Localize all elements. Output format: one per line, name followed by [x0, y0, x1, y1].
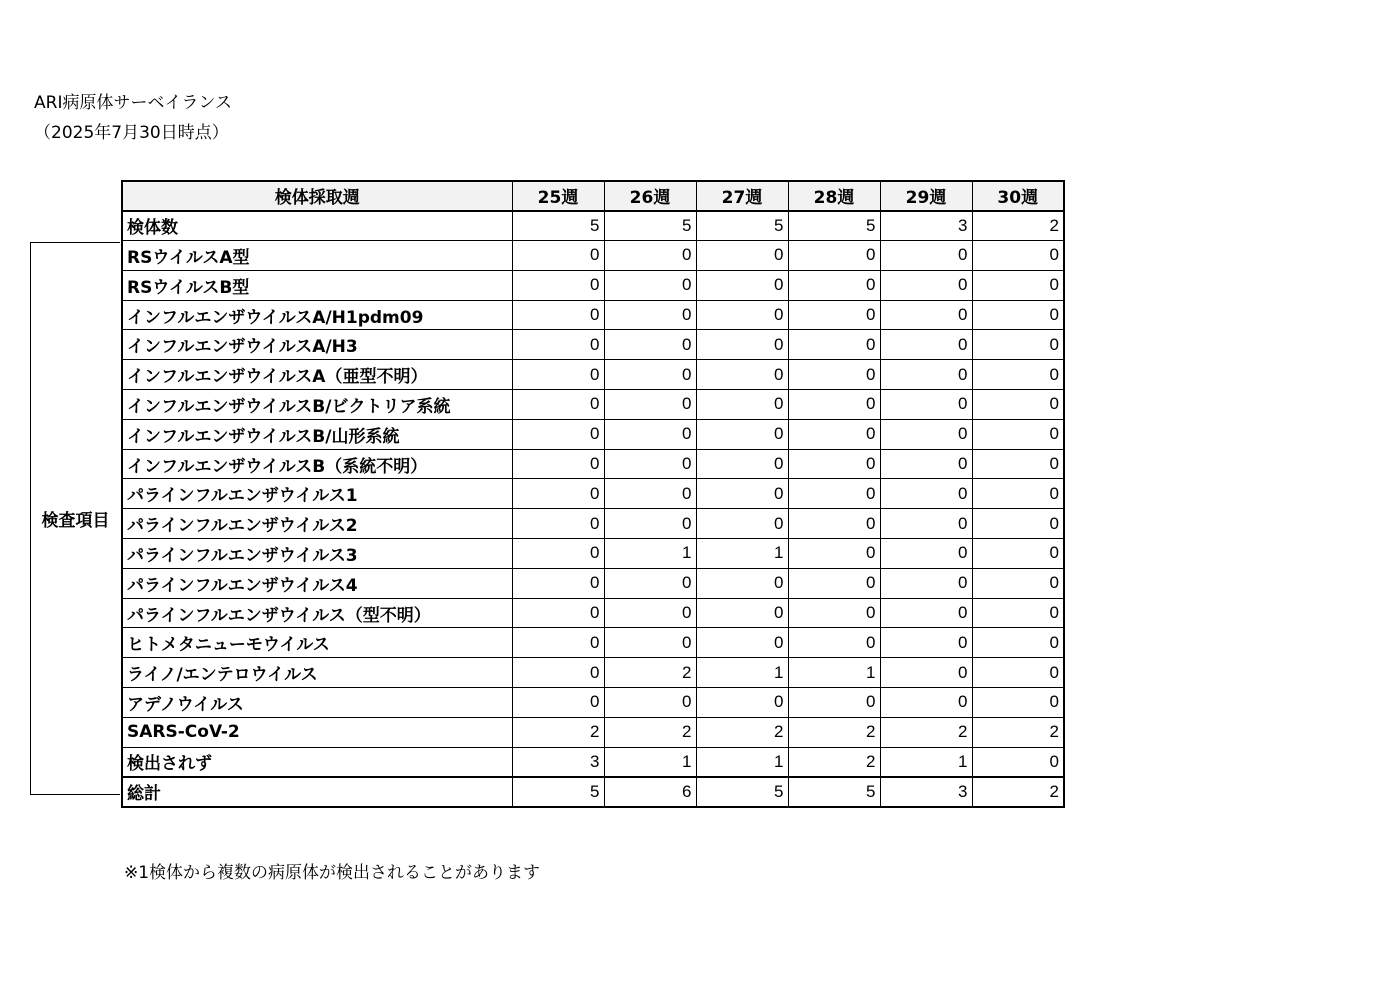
table-row: [122, 509, 1064, 539]
cell-value: 0: [788, 598, 880, 628]
cell-value: 0: [880, 330, 972, 360]
table-row: [122, 539, 1064, 569]
cell-value: 0: [696, 479, 788, 509]
cell-value: 0: [512, 449, 604, 479]
cell-value: 0: [604, 479, 696, 509]
cell-value: 6: [604, 777, 696, 807]
cell-value: 0: [972, 330, 1064, 360]
row-label: パラインフルエンザウイルス1: [122, 479, 512, 509]
cell-value: 0: [972, 568, 1064, 598]
cell-value: 0: [604, 449, 696, 479]
row-label: インフルエンザウイルスB（系統不明）: [122, 449, 512, 479]
cell-value: 0: [972, 688, 1064, 718]
header-week: 26週: [604, 181, 696, 211]
cell-value: 0: [604, 330, 696, 360]
cell-value: 0: [604, 419, 696, 449]
cell-value: 0: [880, 658, 972, 688]
cell-value: 0: [512, 390, 604, 420]
cell-value: 0: [512, 509, 604, 539]
cell-value: 0: [604, 241, 696, 271]
cell-value: 5: [696, 211, 788, 241]
cell-value: 0: [880, 598, 972, 628]
cell-value: 0: [880, 419, 972, 449]
page-subtitle-date: （2025年7月30日時点）: [34, 123, 229, 143]
cell-value: 0: [512, 300, 604, 330]
cell-value: 0: [512, 360, 604, 390]
cell-value: 0: [880, 688, 972, 718]
cell-value: 0: [788, 241, 880, 271]
cell-value: 0: [696, 449, 788, 479]
cell-value: 0: [972, 479, 1064, 509]
cell-value: 1: [788, 658, 880, 688]
cell-value: 0: [972, 270, 1064, 300]
side-label-test-items: 検査項目: [30, 242, 120, 795]
row-label: 検出されず: [122, 747, 512, 777]
row-label: パラインフルエンザウイルス4: [122, 568, 512, 598]
cell-value: 0: [880, 300, 972, 330]
cell-value: 3: [880, 777, 972, 807]
table-body: [122, 211, 1064, 777]
row-label: 検体数: [122, 211, 512, 241]
cell-value: 0: [972, 241, 1064, 271]
cell-value: 0: [972, 449, 1064, 479]
cell-value: 0: [972, 598, 1064, 628]
cell-value: 0: [512, 688, 604, 718]
table-row: [122, 449, 1064, 479]
cell-value: 0: [604, 598, 696, 628]
row-label: ライノ/エンテロウイルス: [122, 658, 512, 688]
cell-value: 0: [788, 449, 880, 479]
row-label: パラインフルエンザウイルス（型不明）: [122, 598, 512, 628]
row-label: 総計: [122, 777, 512, 807]
cell-value: 0: [880, 390, 972, 420]
cell-value: 0: [880, 449, 972, 479]
cell-value: 0: [880, 509, 972, 539]
cell-value: 3: [880, 211, 972, 241]
cell-value: 0: [512, 598, 604, 628]
table-row: [122, 270, 1064, 300]
cell-value: 0: [512, 270, 604, 300]
cell-value: 0: [604, 568, 696, 598]
cell-value: 0: [696, 330, 788, 360]
table-row: [122, 747, 1064, 777]
cell-value: 0: [880, 628, 972, 658]
cell-value: 2: [972, 777, 1064, 807]
header-week: 27週: [696, 181, 788, 211]
cell-value: 0: [604, 509, 696, 539]
table-row: [122, 241, 1064, 271]
table-row: [122, 628, 1064, 658]
cell-value: 2: [788, 717, 880, 747]
cell-value: 0: [512, 419, 604, 449]
cell-value: 0: [696, 688, 788, 718]
cell-value: 0: [696, 241, 788, 271]
cell-value: 0: [696, 598, 788, 628]
cell-value: 0: [696, 360, 788, 390]
cell-value: 1: [696, 539, 788, 569]
cell-value: 0: [880, 241, 972, 271]
cell-value: 0: [604, 688, 696, 718]
cell-value: 2: [604, 658, 696, 688]
cell-value: 0: [512, 568, 604, 598]
cell-value: 0: [696, 509, 788, 539]
cell-value: 0: [788, 688, 880, 718]
cell-value: 0: [604, 270, 696, 300]
cell-value: 2: [788, 747, 880, 777]
table-row: [122, 598, 1064, 628]
cell-value: 0: [788, 509, 880, 539]
cell-value: 1: [604, 539, 696, 569]
cell-value: 0: [696, 300, 788, 330]
cell-value: 1: [604, 747, 696, 777]
row-label: RSウイルスA型: [122, 241, 512, 271]
cell-value: 0: [512, 241, 604, 271]
cell-value: 0: [604, 360, 696, 390]
cell-value: 0: [788, 300, 880, 330]
cell-value: 1: [880, 747, 972, 777]
header-row: [122, 181, 1064, 211]
row-label: SARS-CoV-2: [122, 717, 512, 747]
surveillance-table: [121, 180, 1065, 808]
table-row: [122, 390, 1064, 420]
row-label: インフルエンザウイルスA/H1pdm09: [122, 300, 512, 330]
cell-value: 0: [880, 568, 972, 598]
cell-value: 0: [696, 270, 788, 300]
cell-value: 0: [972, 300, 1064, 330]
cell-value: 3: [512, 747, 604, 777]
table-row: [122, 568, 1064, 598]
row-label: インフルエンザウイルスB/ビクトリア系統: [122, 390, 512, 420]
page-title: ARI病原体サーベイランス: [34, 93, 232, 113]
table-row: [122, 688, 1064, 718]
cell-value: 0: [788, 330, 880, 360]
cell-value: 0: [604, 300, 696, 330]
row-label: インフルエンザウイルスA/H3: [122, 330, 512, 360]
cell-value: 0: [604, 628, 696, 658]
table-row: [122, 717, 1064, 747]
row-label: アデノウイルス: [122, 688, 512, 718]
cell-value: 2: [972, 717, 1064, 747]
table-row: [122, 479, 1064, 509]
cell-value: 0: [788, 419, 880, 449]
cell-value: 0: [972, 539, 1064, 569]
table-row: [122, 360, 1064, 390]
cell-value: 0: [972, 658, 1064, 688]
cell-value: 0: [604, 390, 696, 420]
cell-value: 0: [788, 360, 880, 390]
row-label: パラインフルエンザウイルス3: [122, 539, 512, 569]
row-label: インフルエンザウイルスA（亜型不明）: [122, 360, 512, 390]
cell-value: 0: [880, 270, 972, 300]
cell-value: 0: [788, 568, 880, 598]
cell-value: 2: [696, 717, 788, 747]
table-row: [122, 658, 1064, 688]
header-week: 28週: [788, 181, 880, 211]
cell-value: 0: [512, 479, 604, 509]
cell-value: 0: [788, 479, 880, 509]
cell-value: 2: [972, 211, 1064, 241]
row-label: RSウイルスB型: [122, 270, 512, 300]
cell-value: 0: [972, 747, 1064, 777]
cell-value: 5: [788, 777, 880, 807]
header-sample-week: 検体採取週: [122, 181, 512, 211]
cell-value: 0: [972, 419, 1064, 449]
cell-value: 0: [512, 539, 604, 569]
sample-count-row: [122, 211, 1064, 241]
cell-value: 0: [696, 628, 788, 658]
cell-value: 0: [788, 628, 880, 658]
cell-value: 0: [512, 628, 604, 658]
cell-value: 5: [696, 777, 788, 807]
row-label: ヒトメタニューモウイルス: [122, 628, 512, 658]
row-label: パラインフルエンザウイルス2: [122, 509, 512, 539]
table-row: [122, 300, 1064, 330]
cell-value: 0: [972, 628, 1064, 658]
cell-value: 0: [972, 390, 1064, 420]
cell-value: 2: [512, 717, 604, 747]
cell-value: 0: [788, 539, 880, 569]
cell-value: 5: [788, 211, 880, 241]
cell-value: 0: [788, 390, 880, 420]
cell-value: 0: [512, 658, 604, 688]
cell-value: 0: [696, 568, 788, 598]
cell-value: 0: [788, 270, 880, 300]
cell-value: 1: [696, 747, 788, 777]
cell-value: 2: [880, 717, 972, 747]
table-row: [122, 330, 1064, 360]
cell-value: 0: [880, 360, 972, 390]
cell-value: 1: [696, 658, 788, 688]
cell-value: 5: [604, 211, 696, 241]
header-week: 30週: [972, 181, 1064, 211]
cell-value: 0: [880, 539, 972, 569]
cell-value: 0: [696, 419, 788, 449]
header-week: 25週: [512, 181, 604, 211]
row-label: インフルエンザウイルスB/山形系統: [122, 419, 512, 449]
header-week: 29週: [880, 181, 972, 211]
total-row: [122, 777, 1064, 807]
cell-value: 2: [604, 717, 696, 747]
cell-value: 5: [512, 777, 604, 807]
footnote: ※1検体から複数の病原体が検出されることがあります: [124, 863, 541, 883]
table-row: [122, 419, 1064, 449]
cell-value: 5: [512, 211, 604, 241]
cell-value: 0: [696, 390, 788, 420]
cell-value: 0: [512, 330, 604, 360]
cell-value: 0: [972, 509, 1064, 539]
cell-value: 0: [972, 360, 1064, 390]
cell-value: 0: [880, 479, 972, 509]
